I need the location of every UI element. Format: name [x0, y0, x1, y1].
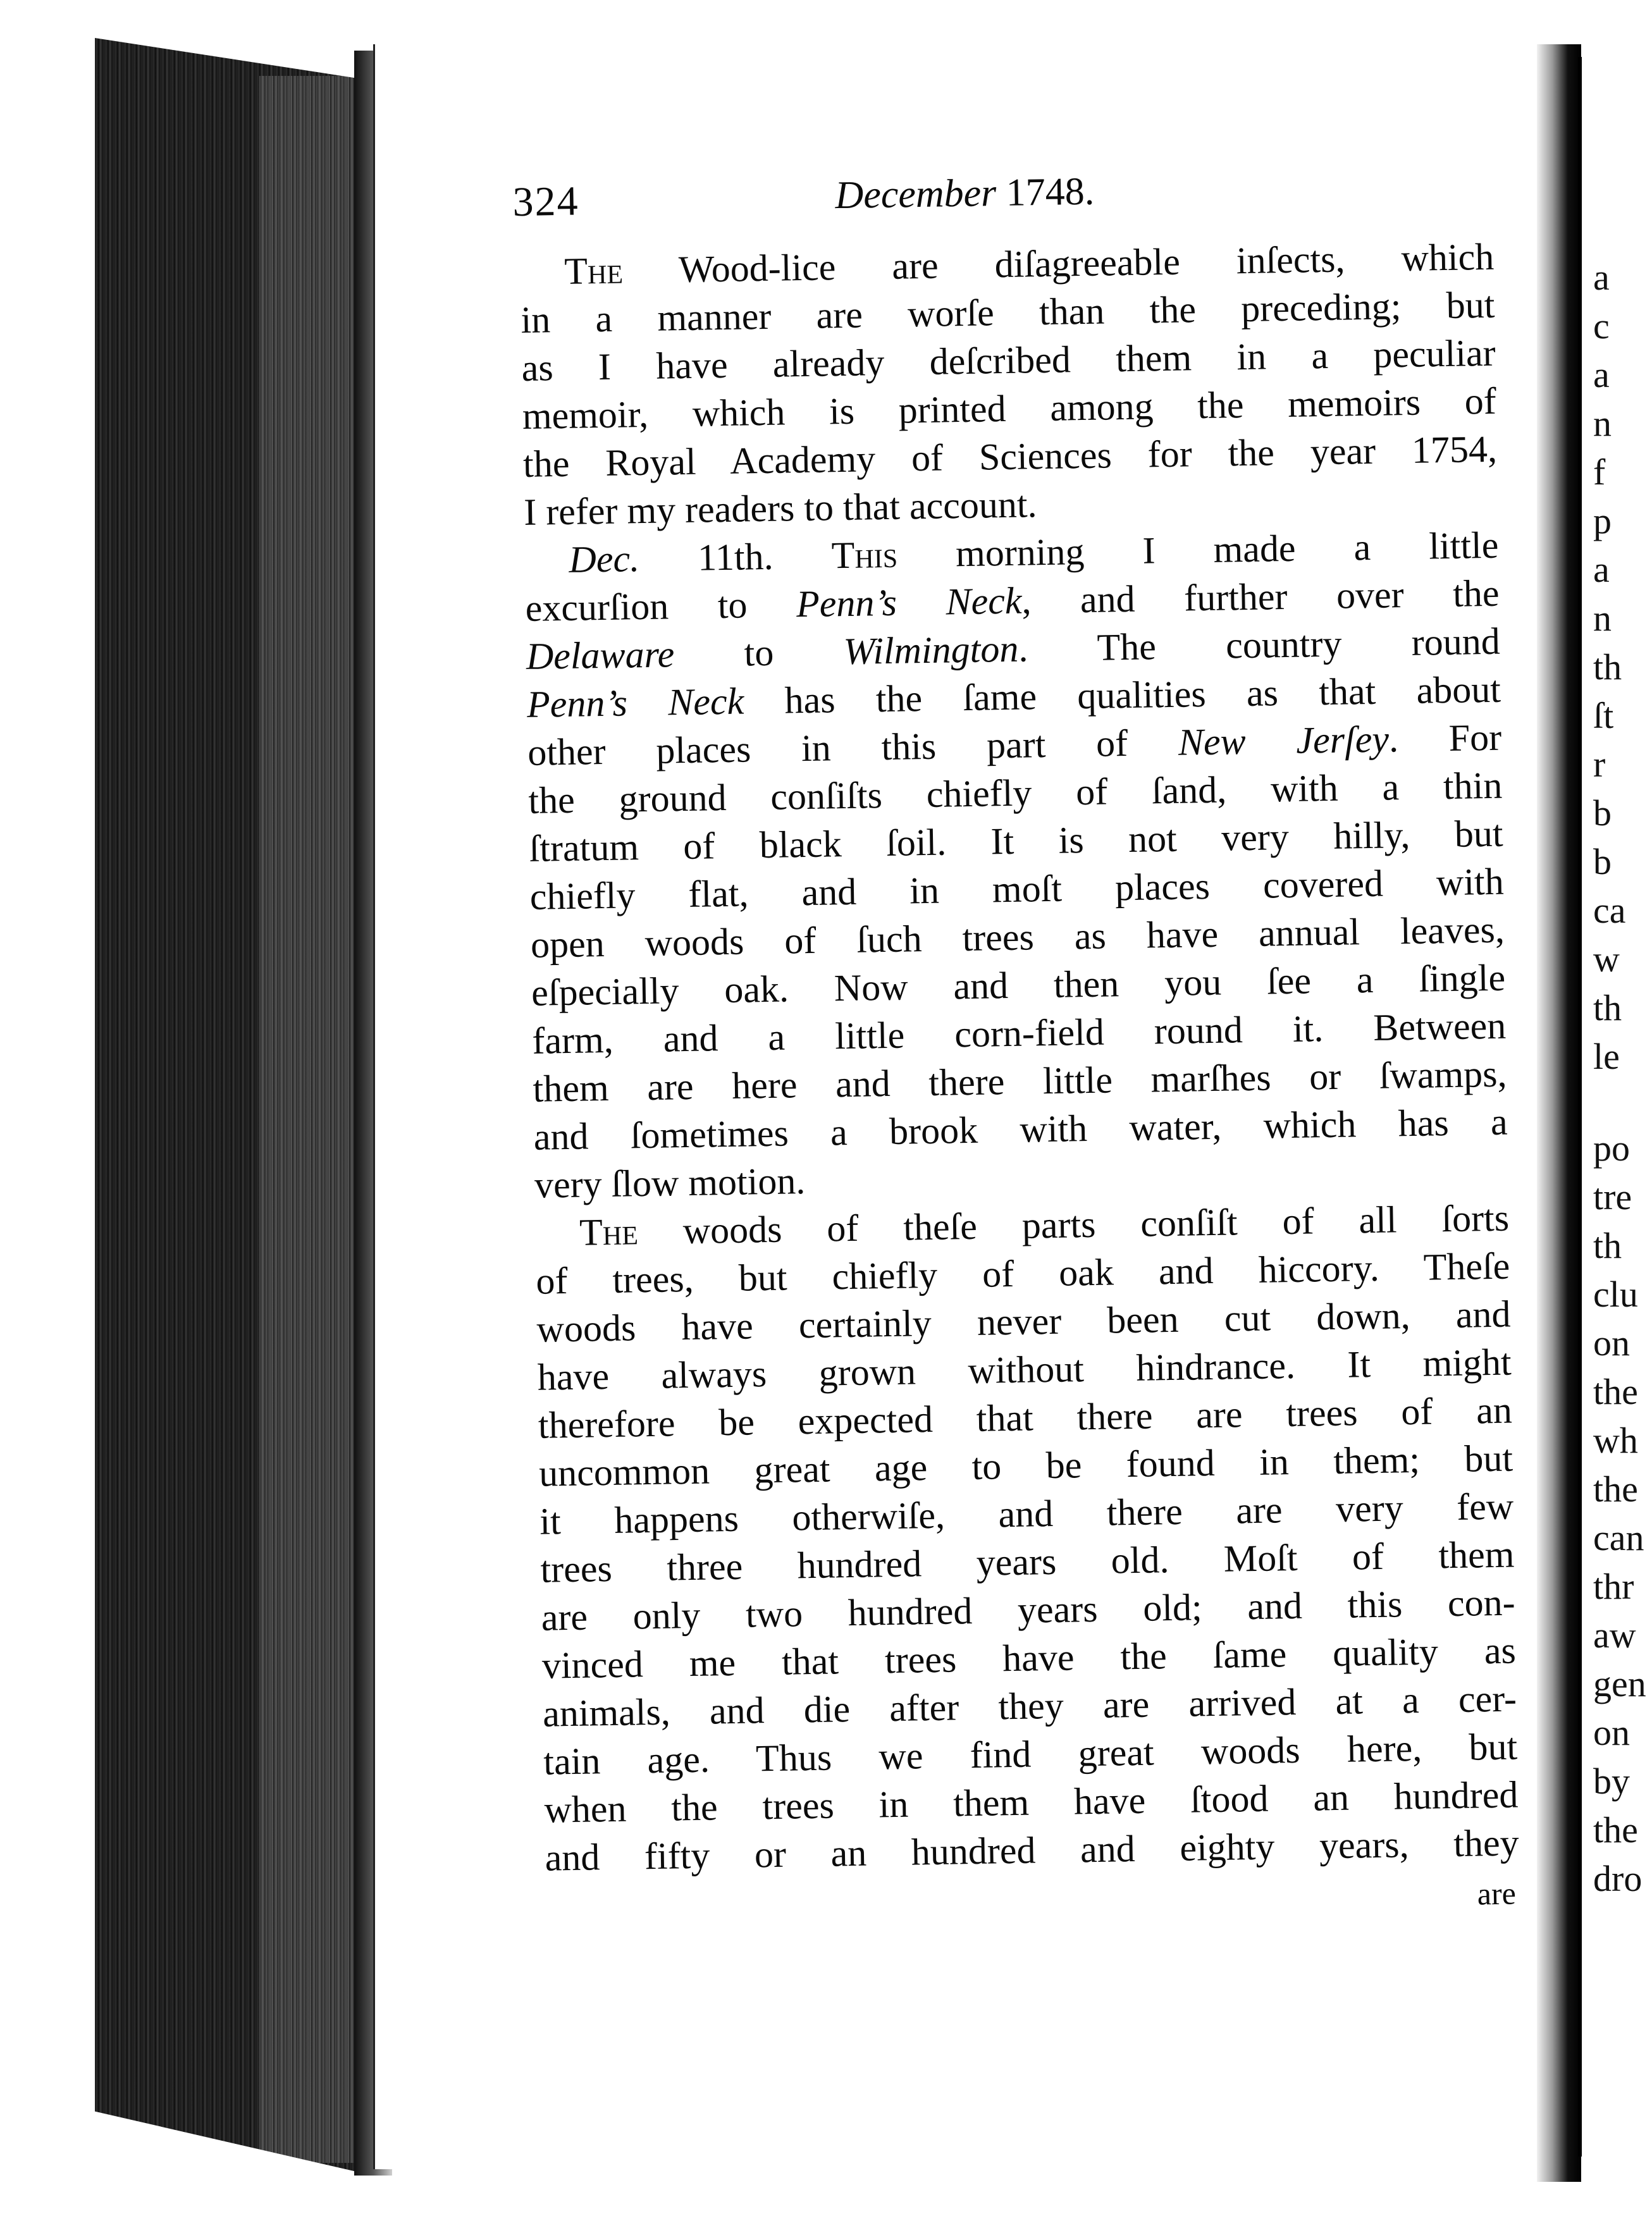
text-line: and fifty or an hundred and eighty years, they — [545, 1821, 1520, 1879]
next-page-fragment: the — [1593, 1809, 1638, 1850]
next-page-fragment: b — [1593, 841, 1612, 882]
text-line: in a manner are worſe than the preceding; but — [521, 283, 1495, 341]
text-line: are only two hundred years old; and this con- — [541, 1581, 1516, 1639]
lead-word: The — [579, 1210, 639, 1253]
text-line: them are here and there little marſhes or ſwamps, — [533, 1052, 1507, 1110]
next-page-fragment: w — [1593, 939, 1620, 980]
page-text-block — [512, 163, 1520, 1928]
text-line: woods have certainly never been cut down, and — [536, 1293, 1511, 1350]
text-line: I refer my readers to that account. — [523, 483, 1037, 533]
next-page-fragment: ſt — [1593, 695, 1614, 736]
next-page-fragment: po — [1593, 1128, 1630, 1169]
text-line: vinced me that trees have the ſame quality as — [541, 1629, 1517, 1687]
next-page-fragment: the — [1593, 1371, 1638, 1412]
next-page-fragment: n — [1593, 598, 1612, 639]
next-page-fragment: by — [1593, 1761, 1630, 1802]
text-line: Penn’s Neck has the ſame qualities as that about — [526, 668, 1501, 725]
text-line: when the trees in them have ſtood an hundred — [544, 1773, 1519, 1831]
paragraph — [535, 1194, 1520, 1882]
header-month: December — [834, 171, 997, 218]
next-page-sliver — [1578, 57, 1652, 2157]
page-edge-highlight — [259, 76, 354, 2163]
text-line: as I have already deſcribed them in a peculiar — [521, 331, 1496, 389]
body-paragraphs — [520, 233, 1519, 1882]
text-line: therefore be expected that there are trees of an — [538, 1389, 1513, 1446]
text-line: it happens otherwiſe, and there are very few — [539, 1485, 1514, 1542]
next-page-fragment: thr — [1593, 1566, 1634, 1607]
text-line: animals, and die after they are arrived at a cer- — [542, 1677, 1517, 1735]
text-line: the Royal Academy of Sciences for the year 1754, — [522, 428, 1498, 485]
text-line: and ſometimes a brook with water, which has a — [533, 1100, 1508, 1158]
next-page-fragment: f — [1593, 452, 1606, 493]
text-line: chiefly flat, and in moſt places covered with — [529, 860, 1505, 918]
line-text: woods of theſe parts conſiſt of all ſorts — [638, 1197, 1510, 1253]
text-line: have always grown without hindrance. It might — [537, 1341, 1512, 1398]
book-binding — [1537, 44, 1581, 2182]
next-page-fragment: a — [1593, 354, 1610, 395]
text-line: Dec. 11th. This morning I made a little — [568, 524, 1499, 581]
text-line: of trees, but chiefly of oak and hiccory. Theſe — [535, 1245, 1510, 1302]
header-year: 1748. — [1006, 169, 1095, 214]
text-line: ſtratum of black ſoil. It is not very hilly, but — [529, 812, 1503, 870]
lead-word: The — [564, 249, 624, 292]
next-page-fragment: a — [1593, 549, 1610, 590]
paragraph — [520, 233, 1498, 536]
next-page-fragment: tre — [1593, 1176, 1632, 1217]
next-page-fragment: wh — [1593, 1420, 1638, 1461]
next-page-fragment: ca — [1593, 890, 1626, 931]
paragraph — [524, 521, 1509, 1209]
text-line: tain age. Thus we find great woods here, but — [543, 1725, 1518, 1783]
next-page-text-fragments — [1593, 253, 1652, 1903]
next-page-fragment: th — [1593, 1225, 1622, 1266]
text-line: open woods of ſuch trees as have annual leaves, — [530, 908, 1505, 966]
next-page-fragment: c — [1593, 305, 1610, 347]
next-page-fragment: aw — [1593, 1615, 1636, 1656]
text-line: Delaware to Wilmington. The country round — [526, 620, 1501, 677]
next-page-fragment: r — [1593, 744, 1606, 785]
next-page-fragment: on — [1593, 1322, 1630, 1363]
next-page-fragment: can — [1593, 1517, 1644, 1558]
next-page-fragment: on — [1593, 1712, 1630, 1753]
page-number: 324 — [512, 178, 580, 226]
text-line: farm, and a little corn-field round it. Between — [531, 1004, 1507, 1062]
next-page-fragment: a — [1593, 257, 1610, 298]
text-line: memoir, which is printed among the memoirs of — [522, 379, 1497, 437]
next-page-fragment: b — [1593, 792, 1612, 834]
next-page-fragment: le — [1593, 1036, 1620, 1077]
next-page-fragment: n — [1593, 403, 1612, 444]
text-line: trees three hundred years old. Moſt of them — [540, 1533, 1515, 1591]
text-line: excurſion to Penn’s Neck, and further over the — [525, 572, 1500, 629]
next-page-paragraph-gap — [1593, 1081, 1652, 1124]
text-line: uncommon great age to be found in them; but — [538, 1437, 1513, 1494]
next-page-fragment: dro — [1593, 1858, 1643, 1899]
line-text: Wood-lice are diſagreeable inſects, which — [622, 235, 1495, 292]
text-line: eſpecially oak. Now and then you ſee a ſingle — [531, 956, 1506, 1014]
text-line: very ſlow motion. — [534, 1160, 806, 1206]
next-page-fragment: th — [1593, 987, 1622, 1028]
text-line: other places in this part of New Jerſey. For — [527, 716, 1502, 773]
next-page-fragment: th — [1593, 646, 1622, 687]
next-page-fragment: clu — [1593, 1274, 1638, 1315]
next-page-fragment: gen — [1593, 1663, 1646, 1704]
text-line: the ground conſiſts chiefly of ſand, with a thin — [527, 764, 1503, 822]
catchword: are — [1477, 1875, 1517, 1912]
next-page-fragment: p — [1593, 500, 1612, 541]
header-title — [835, 169, 1095, 218]
next-page-fragment: the — [1593, 1468, 1638, 1510]
